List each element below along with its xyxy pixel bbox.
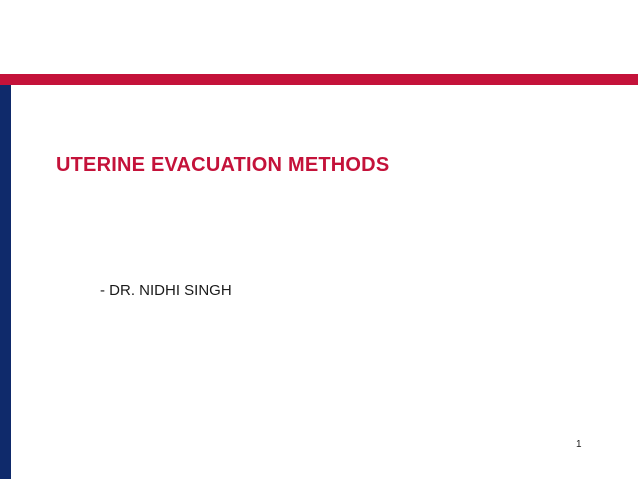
slide-title: UTERINE EVACUATION METHODS	[56, 154, 390, 176]
slide-author: - DR. NIDHI SINGH	[100, 282, 232, 299]
page-number: 1	[576, 439, 582, 450]
side-accent-bar	[0, 85, 11, 479]
header-accent-bar	[0, 74, 638, 85]
